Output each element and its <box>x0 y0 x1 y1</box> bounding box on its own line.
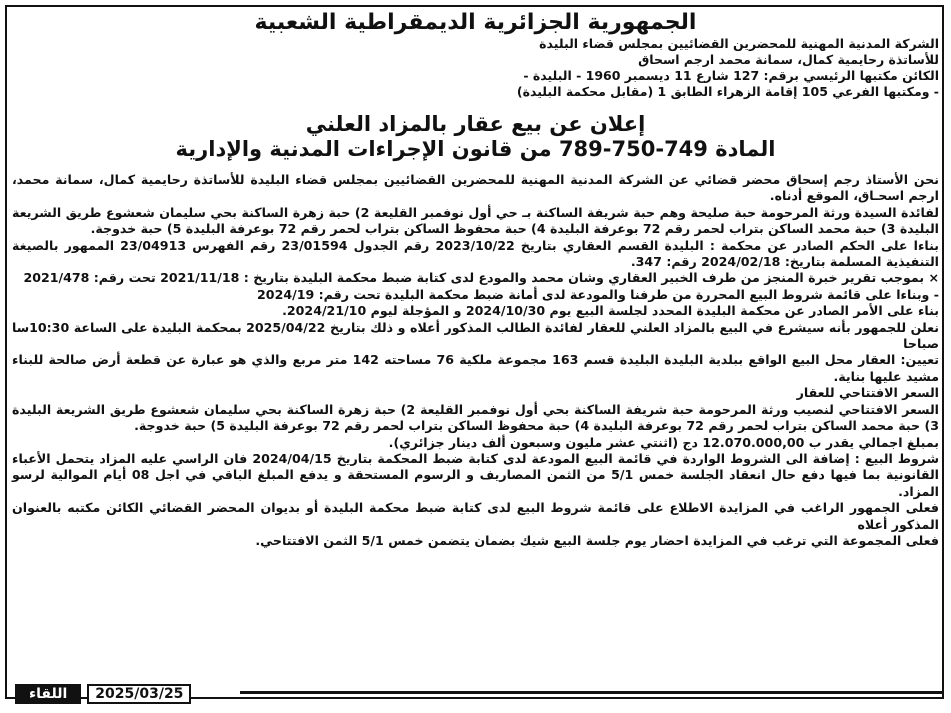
body-paragraph-3: بناءا على الحكم الصادر عن محكمة : البليدة القسم العقاري بتاريخ 2023/10/22 رقم الجدول 23/01594 رقم الفهرس 23/04913 الممهور بالصيغة التنفيذية المسلمة بتاريخ: 2024/02/18 رقم: 347. <box>12 237 939 270</box>
opening-price-heading: السعر الافتتاحي للعقار <box>796 385 939 401</box>
body-paragraph-14: فعلى المجموعة التي ترغب في المزايدة احضار يوم جلسة البيع شيك بضمان يتضمن خمس 5/1 الثمن الافتتاحي. <box>255 532 939 548</box>
main-office-address: الكائن مكتبها الرئيسي برقم: 127 شارع 11 ديسمبر 1960 - البليدة - <box>523 68 939 83</box>
notice-subtitle: المادة 749-750-789 من قانون الإجراءات المدنية والإدارية <box>175 137 776 161</box>
publication-date: 2025/03/25 <box>87 684 191 704</box>
body-paragraph-10: السعر الافتتاحي لنصيب ورثة المرحومة حبة شريفة الساكنة بحي أول نوفمبر القليعة 2) حبة زهرة الساكنة بحي سليمان شعشوع طريق الشريعة البليدة 3) حبة محمد الساكن بتراب لحمر رقم 72 بوعرفة البليدة 4) حبة محفوظ الساكن بتراب لحمر رقم 72 بوعرفة البليدة 5) حبة خدوجة. <box>12 401 939 434</box>
body-paragraph-8: تعيين: العقار محل البيع الواقع ببلدية البليدة البليدة قسم 163 مجموعة ملكية 76 مساحته 142 متر مربع والذي هو عبارة عن قطعة أرض صالحة للبناء مشيد عليها بناية. <box>12 352 939 384</box>
officers-line: للأساتذة رحايمية كمال، سمانة محمد ارجم اسحاق <box>638 52 939 67</box>
publication-badge: اللقاء <box>15 684 81 704</box>
branch-office-address: - ومكتبها الفرعي 105 إقامة الزهراء الطابق 1 (مقابل محكمة البليدة) <box>516 84 939 99</box>
republic-heading: الجمهورية الجزائرية الديمقراطية الشعبية <box>254 10 697 35</box>
body-paragraph-5: - وبناءا على قائمة شروط البيع المحررة من طرفنا والمودعة لدى أمانة ضبط محكمة البليدة تحت رقم: 2024/19 <box>257 286 939 302</box>
body-paragraph-13: فعلى الجمهور الراغب في المزايدة الاطلاع على قائمة شروط البيع لدى كتابة ضبط محكمة البليدة أو بديوان المحضر القضائي الكائن مكتبه بالعنوان المذكور أعلاه <box>12 500 939 532</box>
body-paragraph-1: نحن الأستاذ رجم إسحاق محضر قضائي عن الشركة المدنية المهنية للمحضرين القضائيين بمجلس قضاء البليدة للأساتذة رحايمية كمال، سمانة محمد، ارجم اسحـاق، الموقع أدناه. <box>12 172 939 204</box>
body-paragraph-11: بمبلغ اجمالي يقدر ب 12.070.000,00 دج (اثنتي عشر مليون وسبعون ألف دينار جزائري). <box>388 434 939 450</box>
footer-bar <box>15 684 191 704</box>
body-paragraph-7: نعلن للجمهور بأنه سيشرع في البيع بالمزاد العلني للعقار لفائدة الطالب المذكور أعلاه و ذلك بتاريخ 2025/04/22 بمحكمة البليدة على الساعة 10:30سا صباحا <box>12 319 939 352</box>
body-paragraph-2: لفائدة السيدة ورثة المرحومة حبة صليحة وهم حبة شريفة الساكنة بـ حي أول نوفمبر القليعة 2) حبة زهرة الساكنة بحي سليمان شعشوع طريق الشريعة البليدة 3) حبة محمد الساكن بتراب لحمر رقم 72 بوعرفة البليدة 4) حبة محفوظ الساكن بتراب لحمر رقم 72 بوعرفة البليدة 5) حبة خدوجة. <box>12 204 939 237</box>
notice-content <box>12 10 939 549</box>
body-paragraph-4: × بموجب تقرير خبرة المنجز من طرف الخبير العقاري وشان محمد والمودع لدى كتابة ضبط محكمة البليدة بتاريخ : 2021/11/18 تحت رقم: 2021/478 <box>23 270 939 286</box>
body-paragraph-12: شروط البيع : إضافة الى الشروط الواردة في قائمة البيع المودعة لدى كتابة ضبط المحكمة بتاريخ 2024/04/15 فان الراسي عليه المزاد يتحمل الأعباء القانونية بما فيها دفع حال انعقاد الجلسة خمس 5/1 من الثمن المصاريف و الرسوم المستحقة و يدفع المبلغ الباقي في اجل 08 أيام الموالية لرسو المزاد. <box>12 450 939 499</box>
footer-rule <box>240 691 943 694</box>
company-name: الشركة المدنية المهنية للمحضرين القضائيين بمجلس قضاء البليدة <box>539 36 939 51</box>
body-paragraph-6: بناء على الأمر الصادر عن محكمة البليدة المحدد لجلسة البيع يوم 2024/10/30 و المؤجلة ليوم 2024/21/10. <box>282 303 939 319</box>
notice-title: إعلان عن بيع عقار بالمزاد العلني <box>305 112 646 136</box>
